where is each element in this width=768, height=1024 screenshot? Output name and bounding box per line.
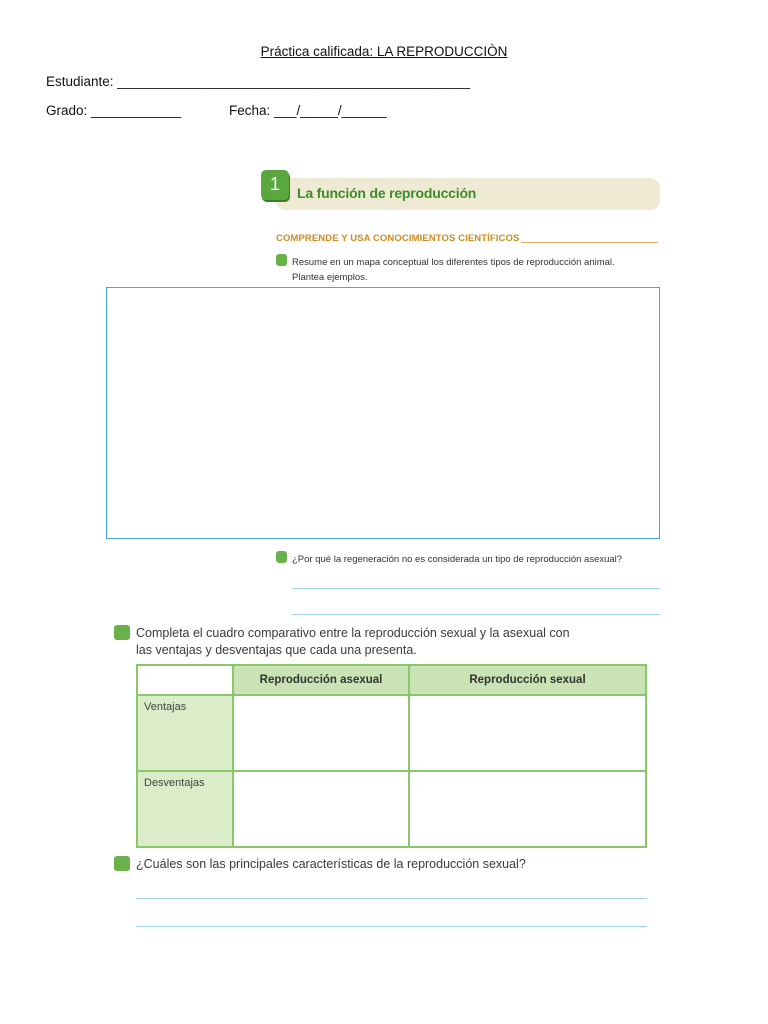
worksheet-title: Práctica calificada: LA REPRODUCCIÒN (260, 44, 508, 59)
concept-map-answer-box[interactable] (106, 287, 660, 539)
question-4: ¿Cuáles son las principales características de la reproducción sexual? (136, 857, 526, 871)
section-number-badge: 1 (261, 170, 289, 200)
column-header-asexual: Reproducción asexual (233, 665, 409, 695)
comparison-table (136, 664, 647, 848)
section-subhead: COMPRENDE Y USA CONOCIMIENTOS CIENTÍFICOS (276, 233, 520, 244)
answer-line[interactable] (136, 898, 647, 899)
bullet-icon (114, 625, 130, 640)
bullet-icon (276, 254, 287, 266)
grade-field[interactable]: Grado: ____________ (46, 103, 182, 118)
subhead-rule (521, 242, 658, 243)
question-3-line-2: las ventajas y desventajas que cada una presenta. (136, 643, 417, 657)
bullet-icon (276, 551, 287, 563)
cell-desventajas-sexual[interactable] (409, 771, 646, 847)
bullet-icon (114, 856, 130, 871)
question-2: ¿Por qué la regeneración no es considerada un tipo de reproducción asexual? (292, 554, 623, 565)
cell-ventajas-asexual[interactable] (233, 695, 409, 771)
row-header-desventajas: Desventajas (137, 771, 233, 847)
question-3-line-1: Completa el cuadro comparativo entre la reproducción sexual y la asexual con (136, 626, 570, 640)
answer-line[interactable] (292, 614, 660, 615)
cell-desventajas-asexual[interactable] (233, 771, 409, 847)
section-title: La función de reproducción (297, 185, 477, 201)
column-header-sexual: Reproducción sexual (409, 665, 646, 695)
question-1-line-2: Plantea ejemplos. (292, 272, 368, 283)
question-1-line-1: Resume en un mapa conceptual los diferentes tipos de reproducción animal. (292, 257, 615, 268)
student-field[interactable]: Estudiante: _______________________________________________ (46, 74, 471, 89)
answer-line[interactable] (292, 588, 660, 589)
row-header-ventajas: Ventajas (137, 695, 233, 771)
date-field[interactable]: Fecha: ___/_____/______ (229, 103, 387, 118)
table-corner-cell (137, 665, 233, 695)
answer-line[interactable] (136, 926, 647, 927)
cell-ventajas-sexual[interactable] (409, 695, 646, 771)
